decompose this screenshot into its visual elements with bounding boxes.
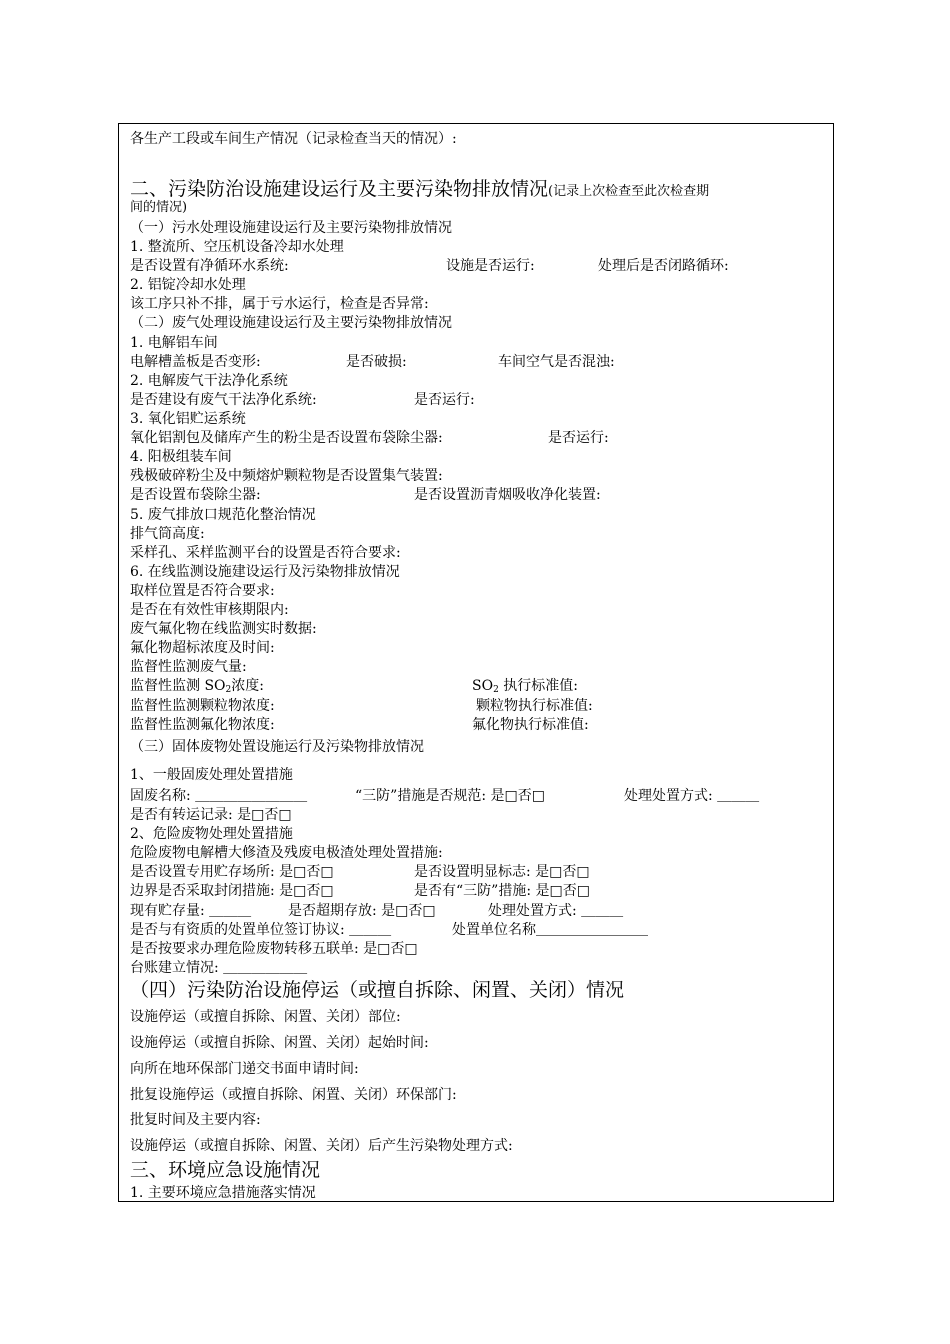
section-3-heading: 三、环境应急设施情况 bbox=[130, 1159, 321, 1181]
row-air-2-fields: 是否建设有废气干法净化系统: 是否运行: bbox=[130, 392, 475, 408]
row-water-1-fields: 是否设置有净循环水系统: 设施是否运行: 处理后是否闭路循环: bbox=[130, 258, 729, 274]
item-water-2: 2. 铝锭冷却水处理 bbox=[130, 277, 246, 293]
item-air-2: 2. 电解废气干法净化系统 bbox=[130, 373, 288, 389]
row-air-4-fields: 是否设置布袋除尘器: 是否设置沥青烟吸收净化装置: bbox=[130, 487, 601, 503]
subsection-air: （二）废气处理设施建设运行及主要污染物排放情况 bbox=[130, 315, 452, 331]
row-fluoride-online: 废气氟化物在线监测实时数据: bbox=[130, 621, 317, 637]
row-hazard-boundary: 边界是否采取封闭措施: 是□否□ 是否有“三防”措施: 是□否□ bbox=[130, 883, 590, 899]
row-shutdown-location: 设施停运（或擅自拆除、闲置、关闭）部位: bbox=[130, 1009, 401, 1025]
row-hazard-agreement: 是否与有资质的处置单位签订协议: ＿＿＿ 处置单位名称＿＿＿＿＿＿＿＿ bbox=[130, 922, 648, 938]
item-air-5: 5. 废气排放口规范化整治情况 bbox=[130, 507, 316, 523]
item-air-3: 3. 氧化铝贮运系统 bbox=[130, 411, 246, 427]
section-2-heading: 二、污染防治设施建设运行及主要污染物排放情况(记录上次检查至此次检查期 bbox=[130, 178, 710, 200]
item-air-4: 4. 阳极组装车间 bbox=[130, 449, 232, 465]
row-application-time: 向所在地环保部门递交书面申请时间: bbox=[130, 1061, 359, 1077]
row-hazard-storage: 是否设置专用贮存场所: 是□否□ 是否设置明显标志: 是□否□ bbox=[130, 864, 590, 880]
item-air-6: 6. 在线监测设施建设运行及污染物排放情况 bbox=[130, 564, 400, 580]
row-hazard-measures: 危险废物电解槽大修渣及残废电极渣处理处置措施: bbox=[130, 845, 443, 861]
row-water-2-fields: 该工序只补不排，属于亏水运行，检查是否异常: bbox=[130, 296, 429, 312]
subsection-water: （一）污水处理设施建设运行及主要污染物排放情况 bbox=[130, 220, 452, 236]
row-validity-period: 是否在有效性审核期限内: bbox=[130, 602, 289, 618]
row-shutdown-start: 设施停运（或擅自拆除、闲置、关闭）起始时间: bbox=[130, 1035, 429, 1051]
row-hazard-stock: 现有贮存量: ＿＿＿ 是否超期存放: 是□否□ 处理处置方式: ＿＿＿ bbox=[130, 903, 624, 919]
row-solid-1-fields: 固废名称: ＿＿＿＿＿＿＿＿ “三防”措施是否规范: 是□否□ 处理处置方式: ＿＿＿ bbox=[130, 788, 760, 804]
production-status-line: 各生产工段或车间生产情况（记录检查当天的情况）: bbox=[130, 131, 457, 147]
row-monitor-gas-volume: 监督性监测废气量: bbox=[130, 659, 247, 675]
item-air-1: 1. 电解铝车间 bbox=[130, 335, 218, 351]
row-so2: 监督性监测 $SO_2$浓度: $SO_2$ 执行标准值: bbox=[130, 678, 578, 695]
subsection-facility-shutdown: （四）污染防治设施停运（或擅自拆除、闲置、关闭）情况 bbox=[130, 979, 625, 1001]
subsection-solid-waste: （三）固体废物处置设施运行及污染物排放情况 bbox=[130, 739, 424, 755]
row-air-3-fields: 氧化铝割包及储库产生的粉尘是否设置布袋除尘器: 是否运行: bbox=[130, 430, 609, 446]
row-sampling-position: 取样位置是否符合要求: bbox=[130, 583, 275, 599]
item-emergency-1: 1. 主要环境应急措施落实情况 bbox=[130, 1185, 316, 1201]
row-sampling-platform: 采样孔、采样监测平台的设置是否符合要求: bbox=[130, 545, 401, 561]
row-fluoride-exceed: 氟化物超标浓度及时间: bbox=[130, 640, 275, 656]
row-post-shutdown-treatment: 设施停运（或擅自拆除、闲置、关闭）后产生污染物处理方式: bbox=[130, 1138, 513, 1154]
row-approval-time: 批复时间及主要内容: bbox=[130, 1112, 261, 1128]
row-air-4-collect: 残极破碎粉尘及中频熔炉颗粒物是否设置集气装置: bbox=[130, 468, 443, 484]
row-hazard-transfer-form: 是否按要求办理危险废物转移五联单: 是□否□ bbox=[130, 941, 418, 957]
item-solid-2: 2、危险废物处理处置措施 bbox=[130, 826, 293, 842]
row-fluoride: 监督性监测氟化物浓度: 氟化物执行标准值: bbox=[130, 717, 589, 733]
row-air-1-fields: 电解槽盖板是否变形: 是否破损: 车间空气是否混浊: bbox=[130, 354, 615, 370]
row-approval-dept: 批复设施停运（或擅自拆除、闲置、关闭）环保部门: bbox=[130, 1087, 457, 1103]
item-solid-1: 1、一般固废处理处置措施 bbox=[130, 767, 293, 783]
row-particulate: 监督性监测颗粒物浓度: 颗粒物执行标准值: bbox=[130, 698, 593, 714]
item-water-1: 1. 整流所、空压机设备冷却水处理 bbox=[130, 239, 344, 255]
row-transfer-record: 是否有转运记录: 是□否□ bbox=[130, 807, 292, 823]
row-ledger: 台账建立情况: ＿＿＿＿＿＿ bbox=[130, 960, 308, 976]
section-2-heading-cont: 间的情况) bbox=[130, 200, 188, 215]
row-stack-height: 排气筒高度: bbox=[130, 526, 205, 542]
